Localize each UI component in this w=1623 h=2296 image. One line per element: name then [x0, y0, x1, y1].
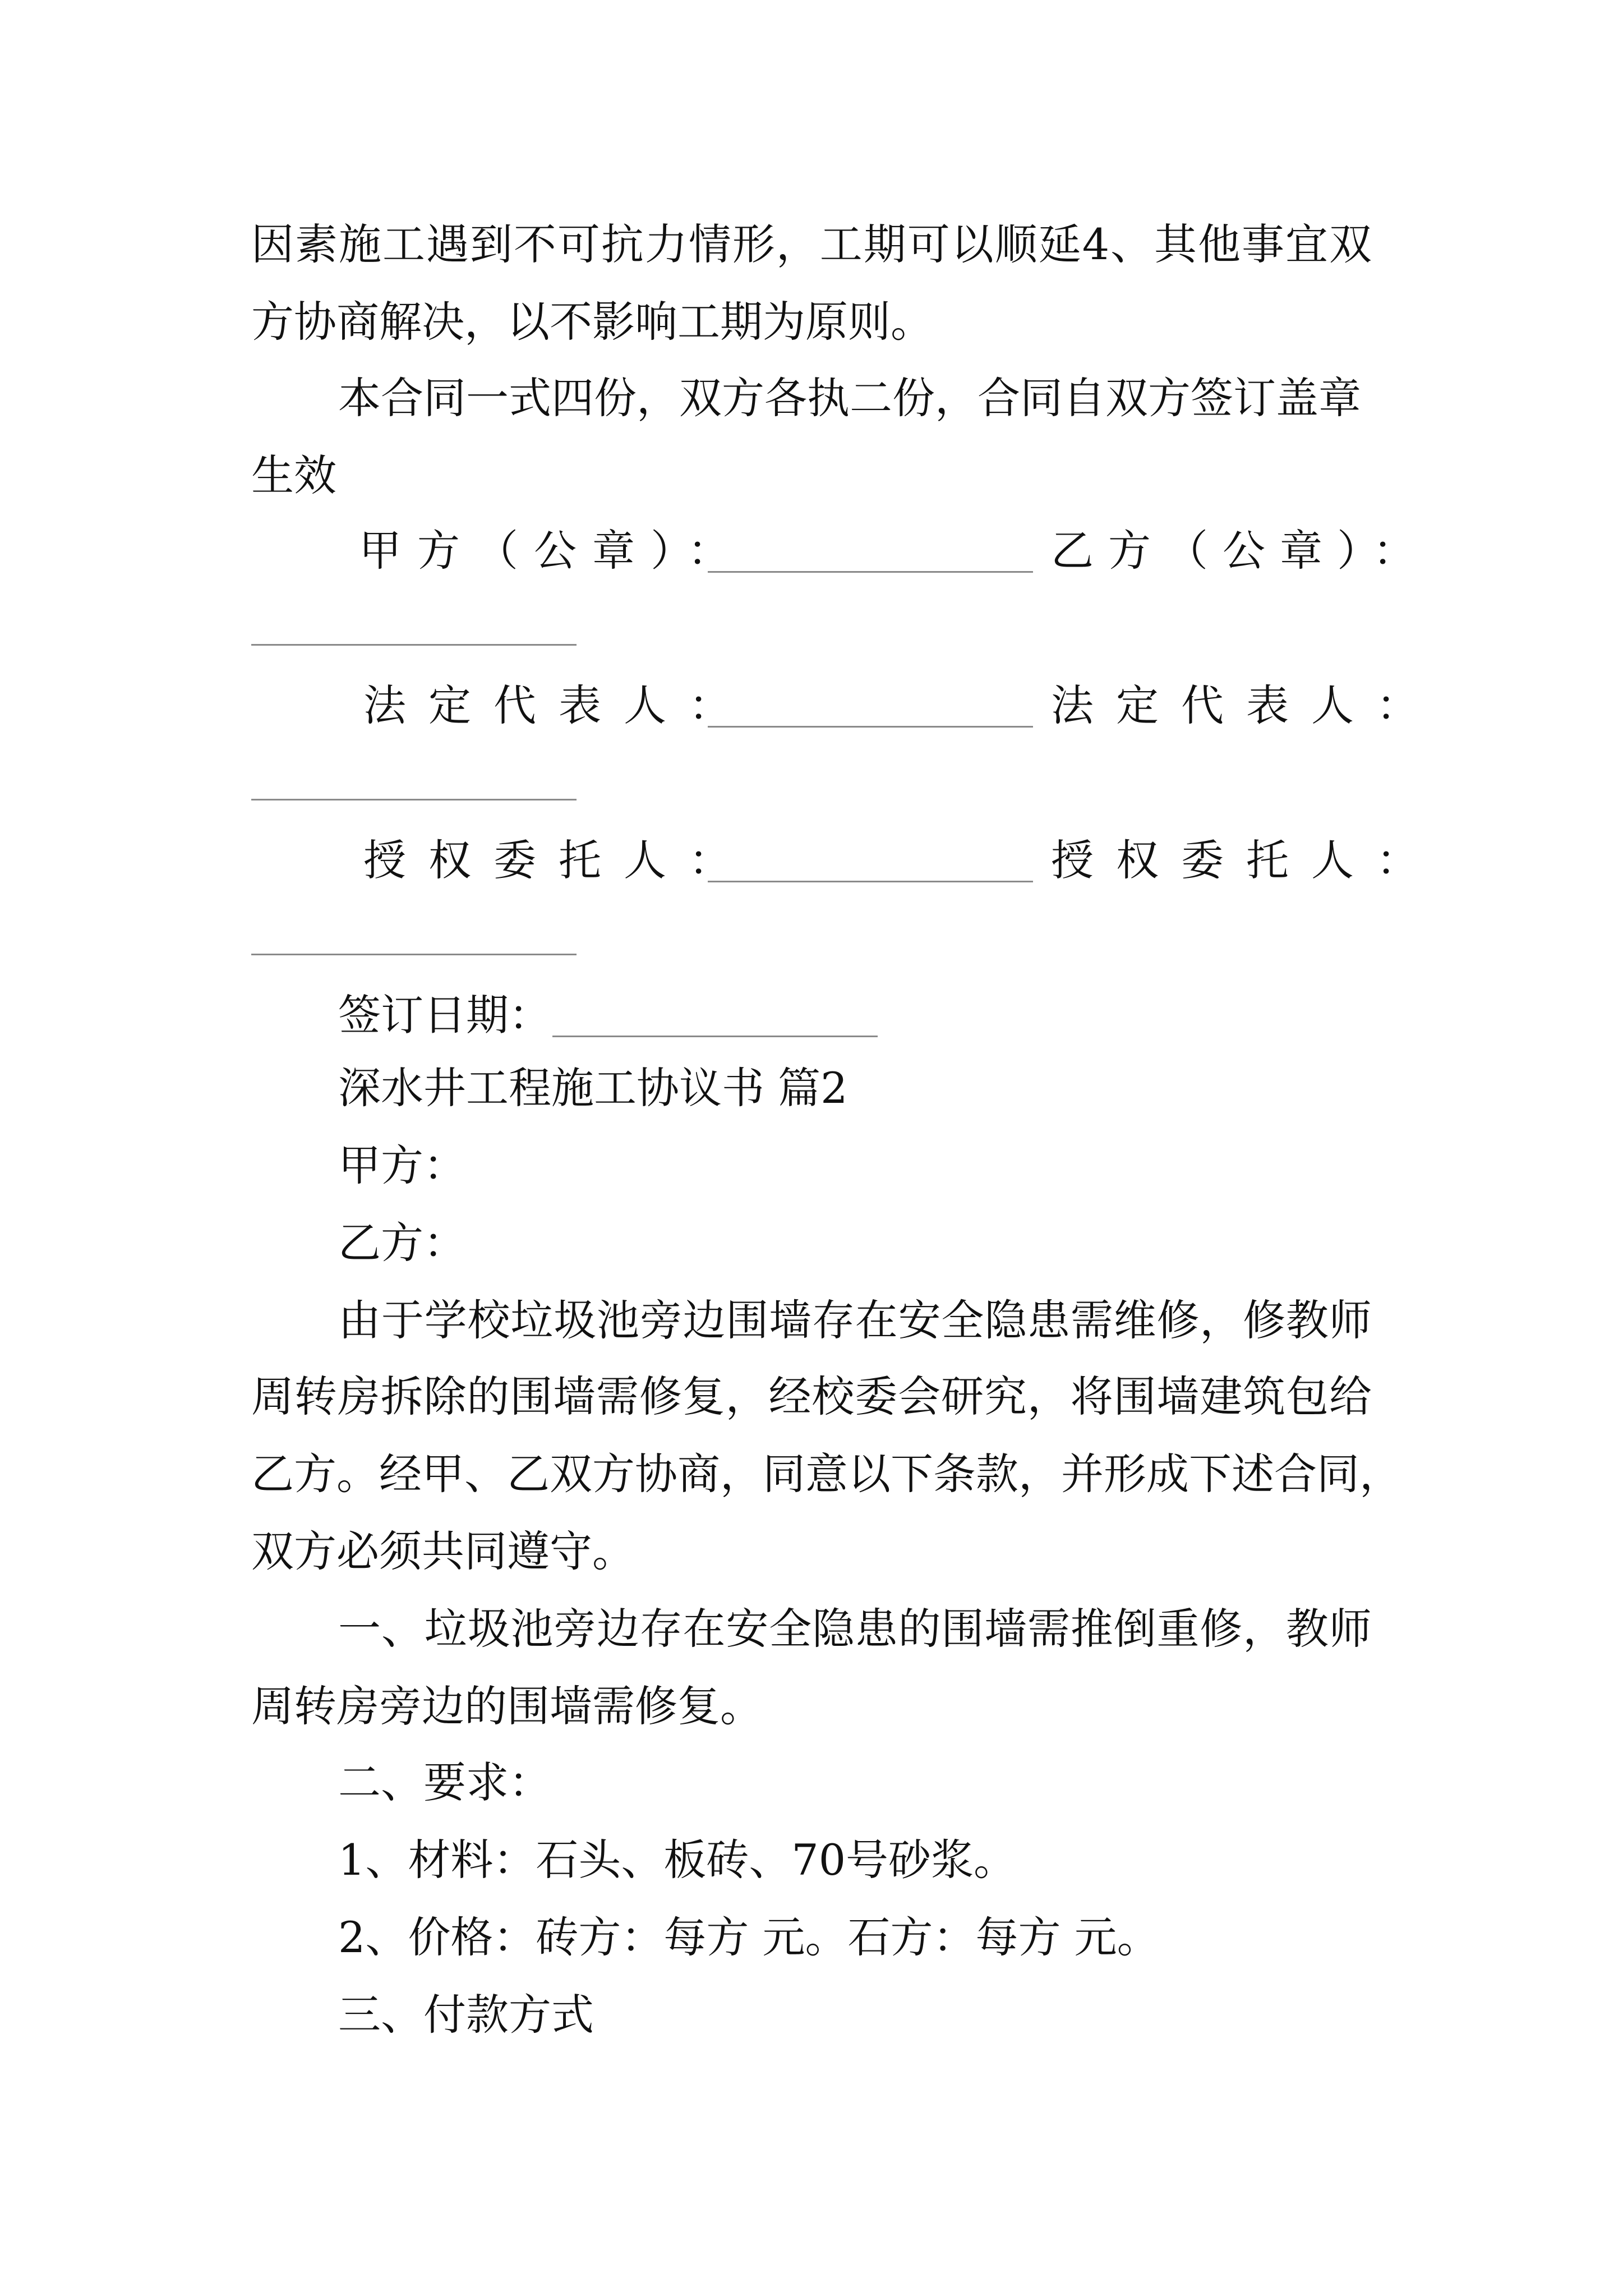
text-run: 存: [639, 1604, 683, 1654]
text-run: 重: [1156, 1604, 1200, 1654]
text-run: 学: [424, 1295, 467, 1345]
text-run: 倒: [1113, 1604, 1156, 1654]
text-run: 于: [381, 1295, 424, 1345]
text-run: 事: [1242, 219, 1284, 269]
party-b-line: 乙方：: [338, 1218, 466, 1268]
text-run: 边: [683, 1295, 726, 1345]
text-run: 将: [1070, 1372, 1113, 1421]
section-heading: 二、要求：: [338, 1757, 551, 1807]
text-run: 以: [848, 1449, 891, 1499]
text-run: 建: [1200, 1372, 1243, 1421]
text-run: 经: [768, 1372, 811, 1421]
text-run: ，: [1018, 1449, 1061, 1499]
text-run: 旁: [554, 1604, 597, 1654]
text-run: 校: [811, 1372, 855, 1421]
text-run: 可: [907, 219, 950, 269]
text-run: 期: [863, 219, 906, 269]
text-run: 在: [683, 1604, 726, 1654]
paragraph-line: [251, 1449, 1402, 1499]
legal-rep-b-blank: [251, 799, 577, 800]
party-a-seal-label: 甲方（公章）：: [359, 526, 746, 576]
party-a-seal-blank: [708, 571, 1033, 573]
text-run: 推: [1070, 1604, 1113, 1654]
text-run: 甲: [422, 1449, 464, 1499]
agent-b-label: 授权委托人：: [1051, 835, 1441, 885]
text-run: 素: [294, 219, 338, 269]
text-run: 宜: [1285, 219, 1328, 269]
paragraph-line: 周转房旁边的围墙需修复。: [251, 1681, 763, 1731]
text-run: 围: [941, 1604, 984, 1654]
paragraph-line: [251, 219, 1372, 269]
paragraph-line: [251, 1372, 1372, 1421]
legal-rep-a-label: 法定代表人：: [363, 680, 754, 730]
text-run: 池: [596, 1295, 639, 1345]
text-run: ，: [1027, 1372, 1070, 1421]
text-run: 其: [1154, 219, 1197, 269]
text-run: 隐: [811, 1604, 855, 1654]
text-run: 形: [1104, 1449, 1146, 1499]
text-run: 一: [338, 1604, 381, 1654]
text-run: 池: [510, 1604, 554, 1654]
text-run: 4: [1082, 219, 1110, 269]
text-run: 师: [1329, 1604, 1372, 1654]
text-run: 教: [1285, 1295, 1329, 1345]
text-run: 转: [294, 1372, 337, 1421]
text-run: 垃: [510, 1295, 554, 1345]
text-run: 下: [891, 1449, 933, 1499]
text-run: 抗: [601, 219, 644, 269]
text-run: 延: [1038, 219, 1081, 269]
text-run: 圾: [554, 1295, 597, 1345]
text-run: 的: [467, 1372, 510, 1421]
requirement-item: 1、材料：石头、板砖、70号砂浆。: [338, 1835, 1017, 1885]
text-run: 可: [557, 219, 600, 269]
text-run: 由: [338, 1295, 381, 1345]
text-run: 双: [550, 1449, 592, 1499]
text-run: 工: [819, 219, 863, 269]
section-title: 深水井工程施工协议书 篇2: [338, 1063, 848, 1113]
text-run: ，: [1200, 1295, 1243, 1345]
text-run: 围: [1113, 1372, 1156, 1421]
paragraph-line: 方协商解决，以不影响工期为原则。: [251, 297, 933, 347]
text-run: 墙: [1156, 1372, 1200, 1421]
text-run: 需: [1070, 1295, 1113, 1345]
text-run: 下: [1189, 1449, 1232, 1499]
text-run: 在: [855, 1295, 898, 1345]
text-run: 力: [644, 219, 688, 269]
text-run: 安: [898, 1295, 941, 1345]
text-run: 合: [1274, 1449, 1317, 1499]
sign-date-label: 签订日期：: [338, 990, 551, 1040]
text-run: ，: [725, 1372, 768, 1421]
text-run: 存: [811, 1295, 855, 1345]
text-run: 究: [984, 1372, 1027, 1421]
legal-rep-b-label: 法定代表人：: [1051, 680, 1441, 730]
text-run: 旁: [639, 1295, 683, 1345]
text-run: 情: [688, 219, 731, 269]
text-run: 到: [469, 219, 513, 269]
text-run: 工: [382, 219, 425, 269]
paragraph-line: 生效: [251, 450, 336, 500]
agent-a-label: 授权委托人：: [363, 835, 754, 885]
text-run: 筑: [1243, 1372, 1286, 1421]
text-run: 、: [464, 1449, 507, 1499]
text-run: 乙: [507, 1449, 550, 1499]
legal-rep-a-blank: [708, 726, 1033, 728]
text-run: 双: [1329, 219, 1372, 269]
section-heading: 三、付款方式: [338, 1990, 594, 2040]
text-run: 患: [1027, 1295, 1070, 1345]
text-run: 研: [941, 1372, 984, 1421]
text-run: 需: [1027, 1604, 1070, 1654]
text-run: 患: [855, 1604, 898, 1654]
text-run: 不: [513, 219, 556, 269]
text-run: 隐: [984, 1295, 1027, 1345]
text-run: 周: [251, 1372, 294, 1421]
text-run: 维: [1113, 1295, 1156, 1345]
text-run: 边: [596, 1604, 639, 1654]
text-run: 商: [677, 1449, 720, 1499]
text-run: 墙: [984, 1604, 1027, 1654]
text-run: 修: [1200, 1604, 1243, 1654]
text-run: 、: [381, 1604, 424, 1654]
text-run: 意: [805, 1449, 848, 1499]
text-run: 会: [898, 1372, 941, 1421]
text-run: 方: [294, 1449, 336, 1499]
text-run: ，: [776, 219, 819, 269]
text-run: 修: [1243, 1295, 1286, 1345]
text-run: 同: [763, 1449, 805, 1499]
text-run: 以: [951, 219, 994, 269]
paragraph-line: [338, 1604, 1372, 1654]
text-run: 校: [467, 1295, 510, 1345]
text-run: 围: [726, 1295, 769, 1345]
text-run: 委: [855, 1372, 898, 1421]
text-run: 乙: [251, 1449, 294, 1499]
text-run: 、: [1110, 219, 1154, 269]
text-run: ，: [1243, 1604, 1286, 1654]
text-run: 教: [1285, 1604, 1329, 1654]
text-run: 经: [379, 1449, 422, 1499]
text-run: 安: [726, 1604, 769, 1654]
text-run: 围: [510, 1372, 553, 1421]
text-run: 拆: [380, 1372, 423, 1421]
text-run: 复: [682, 1372, 725, 1421]
agent-b-blank: [251, 954, 577, 955]
text-run: 墙: [553, 1372, 596, 1421]
requirement-item: 2、价格：砖方：每方 元。石方：每方 元。: [338, 1912, 1160, 1962]
text-run: 顺: [994, 219, 1038, 269]
text-run: 。: [336, 1449, 379, 1499]
text-run: 全: [769, 1604, 812, 1654]
text-run: 他: [1198, 219, 1241, 269]
text-run: 并: [1061, 1449, 1104, 1499]
text-run: 除: [423, 1372, 467, 1421]
text-run: 成: [1146, 1449, 1189, 1499]
text-run: 形: [732, 219, 775, 269]
text-run: 垃: [424, 1604, 467, 1654]
text-run: 款: [976, 1449, 1018, 1499]
agent-a-blank: [708, 881, 1033, 882]
text-run: 遇: [426, 219, 469, 269]
paragraph-line: 本合同一式四份，双方各执二份，合同自双方签订盖章: [338, 373, 1361, 423]
text-run: 全: [941, 1295, 984, 1345]
party-b-seal-label: 乙方（公章）：: [1051, 526, 1430, 576]
paragraph-line: 双方必须共同遵守。: [251, 1526, 635, 1576]
text-run: 施: [338, 219, 381, 269]
text-run: 因: [251, 219, 294, 269]
text-run: 给: [1329, 1372, 1372, 1421]
text-run: ，: [720, 1449, 763, 1499]
text-run: 修: [1156, 1295, 1200, 1345]
text-run: 述: [1232, 1449, 1274, 1499]
paragraph-line: [338, 1295, 1372, 1345]
text-run: 条: [933, 1449, 976, 1499]
text-run: 包: [1286, 1372, 1329, 1421]
text-run: 修: [639, 1372, 682, 1421]
text-run: 圾: [467, 1604, 510, 1654]
party-a-line: 甲方：: [338, 1140, 466, 1190]
text-run: 房: [337, 1372, 380, 1421]
text-run: 需: [596, 1372, 639, 1421]
text-run: 墙: [769, 1295, 812, 1345]
party-b-seal-blank: [251, 644, 577, 646]
text-run: 协: [635, 1449, 677, 1499]
text-run: 师: [1329, 1295, 1372, 1345]
text-run: 同: [1317, 1449, 1359, 1499]
text-run: ，: [1359, 1449, 1402, 1499]
text-run: 方: [592, 1449, 635, 1499]
text-run: 的: [898, 1604, 941, 1654]
sign-date-blank: [552, 1036, 878, 1037]
